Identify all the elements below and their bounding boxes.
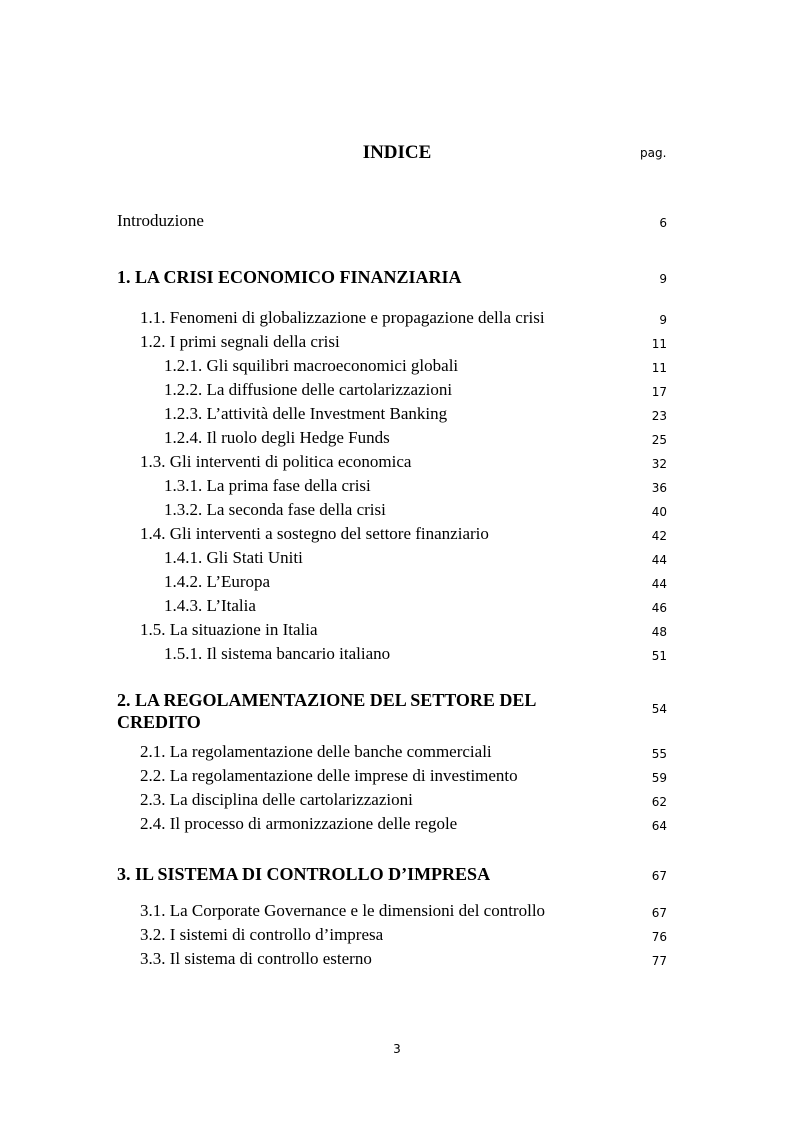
toc-chapter-label: 2. LA REGOLAMENTAZIONE DEL SETTORE DEL CREDITO	[117, 690, 536, 732]
toc-entry-label: 1.1. Fenomeni di globalizzazione e propagazione della crisi	[140, 308, 545, 327]
page-number: 3	[393, 1042, 401, 1056]
toc-entry-label: 1.3.2. La seconda fase della crisi	[164, 500, 386, 519]
toc-entry-page: 55	[651, 747, 667, 761]
toc-entry-page: 51	[651, 649, 667, 663]
toc-entry-label: Introduzione	[117, 211, 204, 230]
toc-entry-2-3[interactable]	[0, 790, 794, 812]
toc-entry-label: 1.4.3. L’Italia	[164, 596, 256, 615]
toc-entry-1-2-1[interactable]	[0, 356, 794, 378]
toc-entry-label: 3.2. I sistemi di controllo d’impresa	[140, 925, 384, 944]
toc-entry-label: 1.3.1. La prima fase della crisi	[164, 476, 371, 495]
toc-entry-label: 1.5. La situazione in Italia	[140, 620, 318, 639]
toc-entry-2-2[interactable]	[0, 766, 794, 788]
toc-entry-label: 1.4. Gli interventi a sostegno del settore finanziario	[140, 524, 489, 543]
toc-entry-intro[interactable]	[0, 211, 794, 233]
toc-entry-page: 64	[651, 819, 667, 833]
toc-entry-page: 44	[651, 577, 667, 591]
toc-entry-label: 1.2. I primi segnali della crisi	[140, 332, 340, 351]
toc-entry-page: 67	[651, 869, 667, 883]
toc-chapter-label: 3. IL SISTEMA DI CONTROLLO D’IMPRESA	[117, 864, 491, 884]
toc-entry-label: 1.2.1. Gli squilibri macroeconomici globali	[164, 356, 459, 375]
toc-entry-1-5[interactable]	[0, 620, 794, 642]
page-column-label: pag.	[640, 146, 667, 160]
toc-entry-page: 59	[651, 771, 667, 785]
toc-entry-page: 23	[651, 409, 667, 423]
toc-entry-page: 77	[651, 954, 667, 968]
toc-entry-page: 9	[659, 272, 667, 286]
toc-entry-1-1[interactable]	[0, 308, 794, 330]
toc-entry-page: 9	[659, 313, 667, 327]
toc-entry-1-2-3[interactable]	[0, 404, 794, 426]
toc-entry-page: 54	[651, 702, 667, 716]
toc-entry-label: 2.2. La regolamentazione delle imprese di investimento	[140, 766, 518, 785]
toc-entry-page: 17	[651, 385, 667, 399]
toc-entry-1-4-1[interactable]	[0, 548, 794, 570]
toc-entry-label: 1.3. Gli interventi di politica economica	[140, 452, 412, 471]
toc-entry-page: 76	[651, 930, 667, 944]
toc-entry-page: 6	[659, 216, 667, 230]
toc-entry-1-2[interactable]	[0, 332, 794, 354]
toc-entry-2-1[interactable]	[0, 742, 794, 764]
toc-entry-3-2[interactable]	[0, 925, 794, 947]
toc-chapter-label: 1. LA CRISI ECONOMICO FINANZIARIA	[117, 267, 462, 287]
toc-entry-page: 40	[651, 505, 667, 519]
toc-entry-label: 2.4. Il processo di armonizzazione delle regole	[140, 814, 458, 833]
toc-entry-3-1[interactable]	[0, 901, 794, 923]
toc-entry-1-5-1[interactable]	[0, 644, 794, 666]
toc-entry-1-3-1[interactable]	[0, 476, 794, 498]
toc-chapter-3[interactable]	[0, 864, 794, 886]
toc-entry-1-4-2[interactable]	[0, 572, 794, 594]
toc-entry-page: 62	[651, 795, 667, 809]
toc-entry-1-2-2[interactable]	[0, 380, 794, 402]
toc-entry-page: 42	[651, 529, 667, 543]
toc-entry-label: 2.3. La disciplina delle cartolarizzazioni	[140, 790, 413, 809]
toc-entry-page: 48	[651, 625, 667, 639]
toc-entry-1-4-3[interactable]	[0, 596, 794, 618]
toc-entry-label: 1.2.3. L’attività delle Investment Banking	[164, 404, 448, 423]
toc-entry-page: 25	[651, 433, 667, 447]
toc-entry-1-3[interactable]	[0, 452, 794, 474]
toc-entry-1-2-4[interactable]	[0, 428, 794, 450]
toc-entry-page: 32	[651, 457, 667, 471]
toc-entry-label: 2.1. La regolamentazione delle banche commerciali	[140, 742, 492, 761]
toc-entry-label: 3.1. La Corporate Governance e le dimensioni del controllo	[140, 901, 546, 920]
toc-entry-1-4[interactable]	[0, 524, 794, 546]
toc-entry-2-4[interactable]	[0, 814, 794, 836]
toc-entry-page: 44	[651, 553, 667, 567]
toc-entry-page: 46	[651, 601, 667, 615]
toc-entry-label: 1.2.2. La diffusione delle cartolarizzazioni	[164, 380, 453, 399]
page-title: INDICE	[362, 142, 432, 163]
toc-entry-page: 11	[651, 337, 667, 351]
toc-entry-label: 3.3. Il sistema di controllo esterno	[140, 949, 372, 968]
toc-entry-3-3[interactable]	[0, 949, 794, 971]
toc-entry-label: 1.4.2. L’Europa	[164, 572, 271, 591]
toc-entry-page: 36	[651, 481, 667, 495]
toc-chapter-2[interactable]	[0, 689, 794, 735]
toc-entry-label: 1.4.1. Gli Stati Uniti	[164, 548, 303, 567]
toc-entry-1-3-2[interactable]	[0, 500, 794, 522]
toc-entry-page: 67	[651, 906, 667, 920]
toc-entry-label: 1.5.1. Il sistema bancario italiano	[164, 644, 391, 663]
toc-entry-page: 11	[651, 361, 667, 375]
toc-entry-label: 1.2.4. Il ruolo degli Hedge Funds	[164, 428, 390, 447]
toc-chapter-1[interactable]	[0, 267, 794, 289]
